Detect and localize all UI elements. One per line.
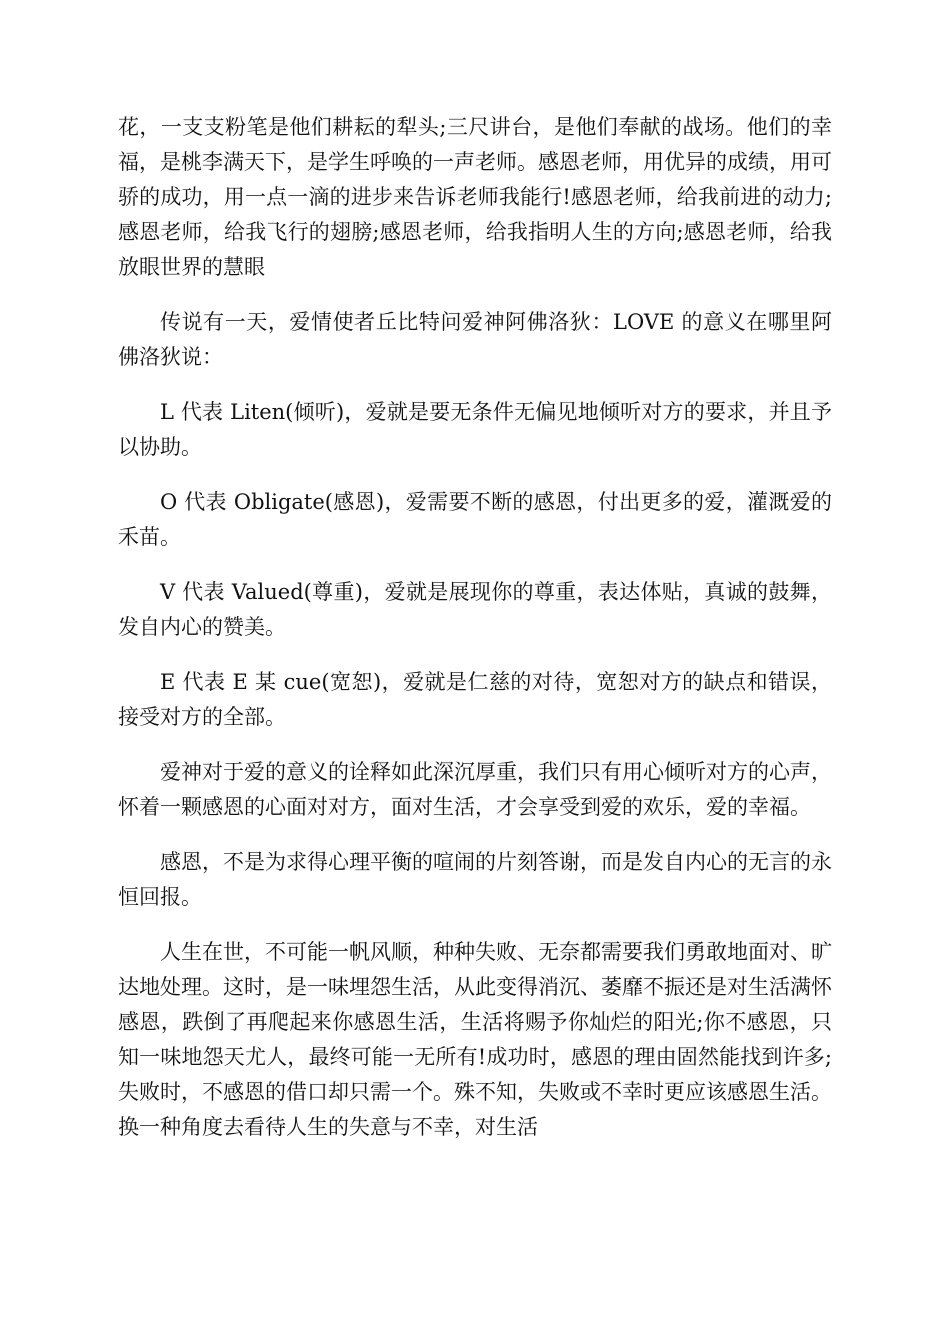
paragraph-8: 感恩，不是为求得心理平衡的喧闹的片刻答谢，而是发自内心的无言的永恒回报。 [118,850,832,909]
paragraph-9: 人生在世，不可能一帆风顺，种种失败、无奈都需要我们勇敢地面对、旷达地处理。这时，是一味埋怨生活，从此变得消沉、萎靡不振还是对生活满怀感恩，跌倒了再爬起来你感恩生活，生活将赐予你灿烂的阳光;你不感恩，只知一味地怨天尤人，最终可能一无所有!成功时，感恩的理由固然能找到许多;失败时，不感恩的借口却只需一个。殊不知，失败或不幸时更应该感恩生活。换一种角度去看待人生的失意与不幸，对生活 [118,940,832,1139]
paragraph-7: 爱神对于爱的意义的诠释如此深沉厚重，我们只有用心倾听对方的心声，怀着一颗感恩的心面对对方，面对生活，才会享受到爱的欢乐，爱的幸福。 [118,760,832,819]
paragraph-3: L 代表 Liten(倾听)，爱就是要无条件无偏见地倾听对方的要求，并且予以协助。 [118,400,832,459]
paragraph-2: 传说有一天，爱情使者丘比特问爱神阿佛洛狄：LOVE 的意义在哪里阿佛洛狄说： [118,310,832,369]
paragraph-6: E 代表 E 某 cue(宽恕)，爱就是仁慈的对待，宽恕对方的缺点和错误，接受对方的全部。 [118,670,832,729]
paragraph-1: 花，一支支粉笔是他们耕耘的犁头;三尺讲台，是他们奉献的战场。他们的幸福，是桃李满天下，是学生呼唤的一声老师。感恩老师，用优异的成绩，用可骄的成功，用一点一滴的进步来告诉老师我能行!感恩老师，给我前进的动力;感恩老师，给我飞行的翅膀;感恩老师，给我指明人生的方向;感恩老师，给我放眼世界的慧眼 [118,115,832,279]
paragraph-5: V 代表 Valued(尊重)，爱就是展现你的尊重，表达体贴，真诚的鼓舞，发自内心的赞美。 [118,580,832,639]
paragraph-4: O 代表 Obligate(感恩)，爱需要不断的感恩，付出更多的爱，灌溉爱的禾苗。 [118,490,832,549]
